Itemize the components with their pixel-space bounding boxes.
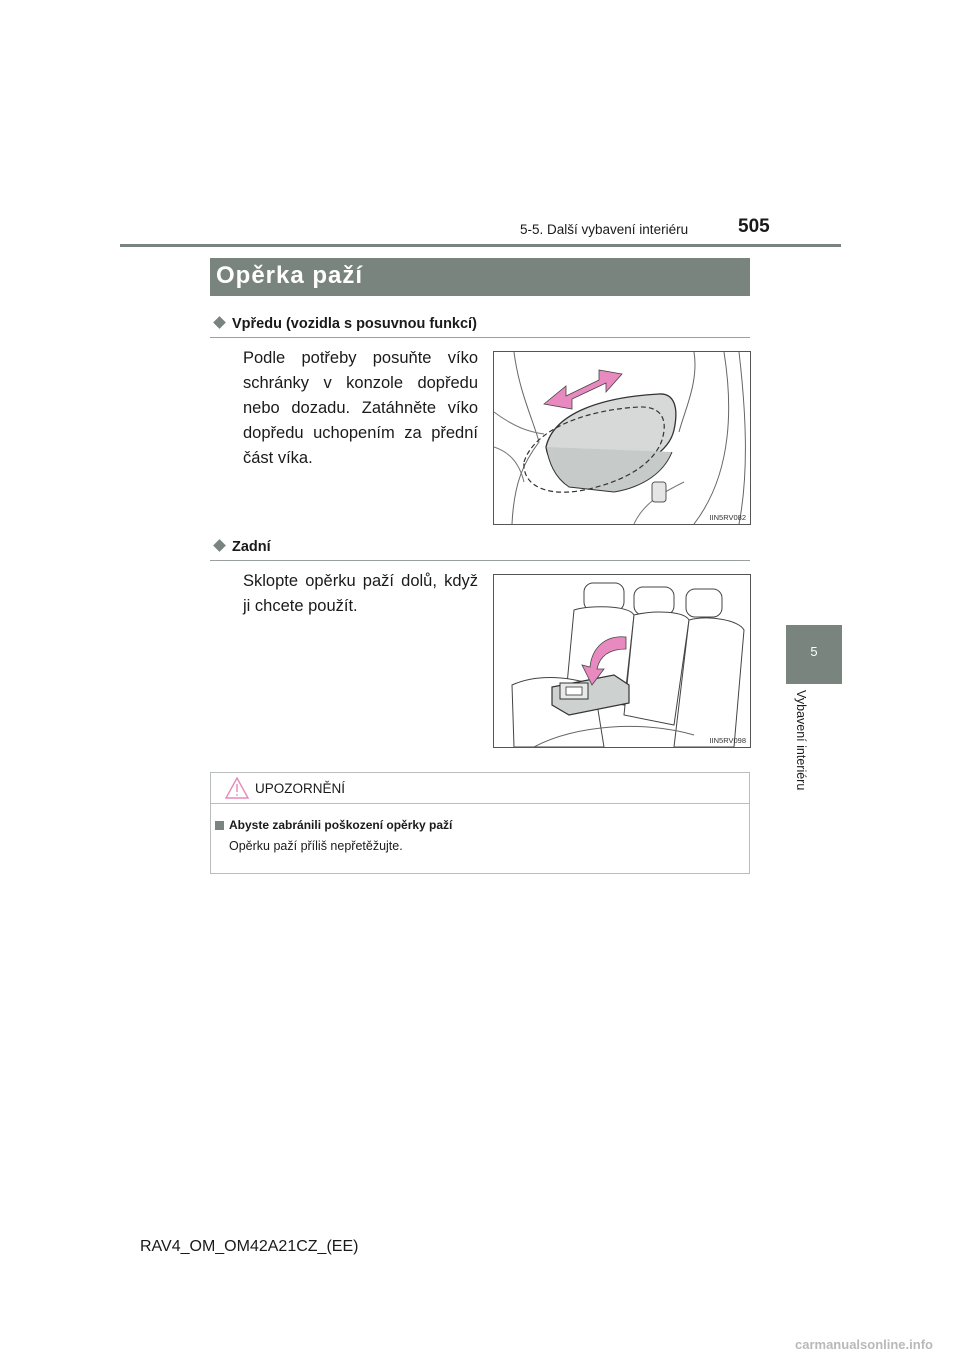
caution-box bbox=[210, 772, 750, 874]
page-number: 505 bbox=[738, 216, 770, 237]
rear-armrest-illustration bbox=[494, 575, 750, 747]
caution-item-text: Opěrku paží příliš nepřetěžujte. bbox=[229, 839, 403, 853]
figure-code: IIN5RV082 bbox=[709, 513, 746, 522]
section-heading-text: Zadní bbox=[232, 539, 271, 555]
section-rule bbox=[210, 560, 750, 561]
section-text-rear: Sklopte opěrku paží dolů, když ji chcete použít. bbox=[243, 572, 478, 615]
caution-item-title-text: Abyste zabránili poškození opěrky paží bbox=[229, 818, 453, 832]
chapter-tab bbox=[786, 625, 842, 684]
title-bar bbox=[210, 258, 750, 296]
chapter-number: 5 bbox=[810, 644, 818, 659]
section-heading-text: Vpředu (vozidla s posuvnou funkcí) bbox=[232, 316, 477, 332]
caution-item-title bbox=[215, 818, 452, 832]
header-rule bbox=[120, 244, 841, 247]
header-section-title: 5-5. Další vybavení interiéru bbox=[520, 222, 689, 237]
diamond-bullet-icon bbox=[213, 316, 226, 329]
document-code: RAV4_OM_OM42A21CZ_(EE) bbox=[140, 1238, 359, 1255]
section-text-front: Podle potřeby posuňte víko schránky v konzole dopředu nebo dozadu. Zatáhněte víko dopředu uchopením za přední část víka. bbox=[243, 349, 478, 467]
section-heading-front bbox=[211, 316, 477, 332]
figure-code: IIN5RV098 bbox=[709, 736, 746, 745]
square-bullet-icon bbox=[215, 821, 224, 830]
front-armrest-illustration bbox=[494, 352, 750, 524]
caution-header bbox=[211, 773, 749, 804]
section-heading-rear bbox=[211, 539, 271, 555]
figure-front-armrest bbox=[493, 351, 751, 525]
caution-title: UPOZORNĚNÍ bbox=[255, 781, 346, 796]
page-title: Opěrka paží bbox=[216, 262, 364, 289]
watermark: carmanualsonline.info bbox=[795, 1337, 933, 1352]
figure-rear-armrest bbox=[493, 574, 751, 748]
chapter-label: Vybavení interiéru bbox=[794, 690, 808, 791]
warning-triangle-icon bbox=[225, 777, 249, 799]
diamond-bullet-icon bbox=[213, 539, 226, 552]
section-rule bbox=[210, 337, 750, 338]
